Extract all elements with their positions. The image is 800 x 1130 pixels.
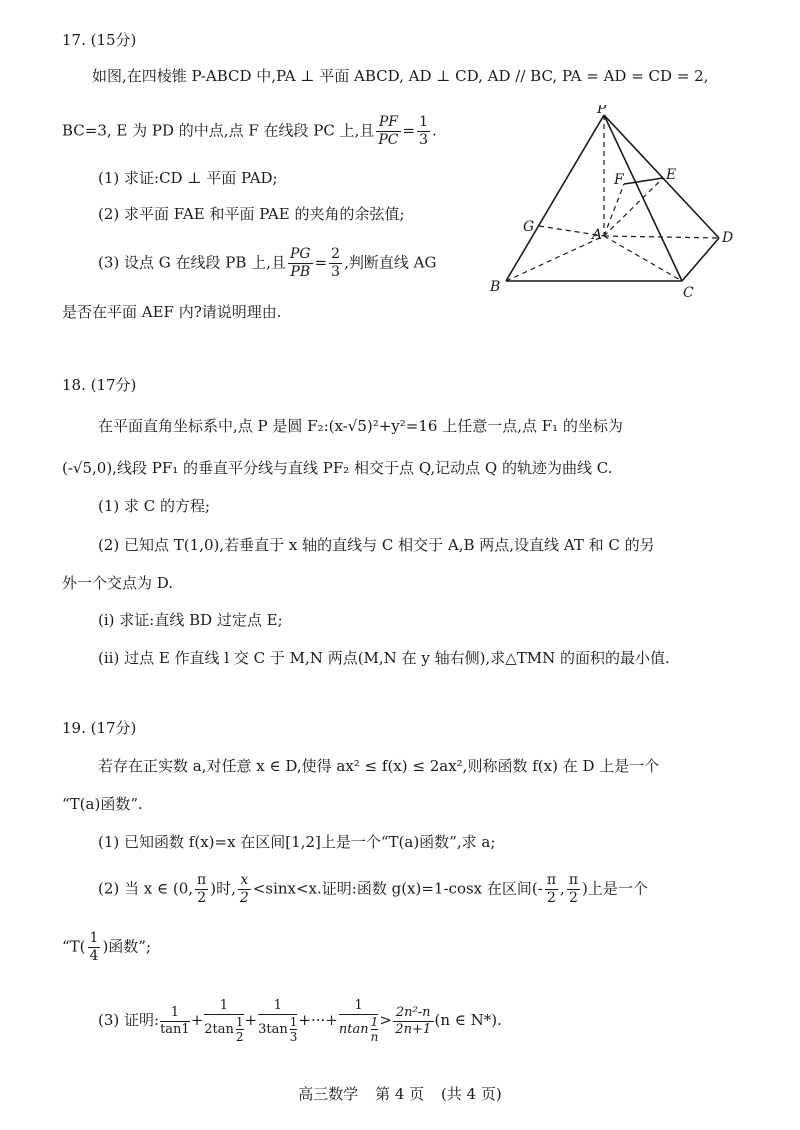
pyramid-figure: [486, 105, 746, 305]
problem-18-part2-line1: (2) 已知点 T(1,0),若垂直于 x 轴的直线与 C 相交于 A,B 两点,设直线 AT 和 C 的另: [98, 536, 655, 554]
fraction-pi-over-2: $\frac{\pi}{2}$: [197, 872, 207, 906]
problem-17-stem-line2: BC=3, E 为 PD 的中点,点 F 在线段 PC 上,且 $\frac{PF}{PC}$ = $\frac{1}{3}$ .: [62, 114, 437, 148]
problem-18-stem-line1: 在平面直角坐标系中,点 P 是圆 F₂:(x-√5)²+y²=16 上任意一点,点 F₁ 的坐标为: [98, 417, 623, 435]
label-d: D: [722, 230, 734, 246]
edge-ba-hidden: [506, 236, 604, 281]
fraction-one-quarter: $\frac{1}{4}$: [89, 930, 99, 964]
problem-17-part1: (1) 求证:CD ⊥ 平面 PAD;: [98, 169, 278, 187]
problem-19-stem-line2: “T(a)函数”.: [62, 795, 143, 813]
sum-term-1: $\frac{1}{\tan 1}$: [160, 1004, 190, 1037]
rhs-fraction: $\frac{\text{2n²-n}}{2n+1}$: [393, 1005, 434, 1038]
fraction-pg-pb: $\frac{PG}{PB}$: [289, 246, 311, 280]
problem-19-part2: (2) 当 x ∈ (0, $\frac{\pi}{2}$ )时, $\frac{x}{2}$ <sinx<x.证明:函数 g(x)=1-cosx 在区间(- $\frac{\pi}{2}$ , $\frac{\pi}{2}$ )上是一个: [98, 872, 648, 906]
label-p: P: [597, 105, 607, 117]
problem-18-number: 18. (17分): [62, 376, 137, 394]
footer-page: 第 4 页: [375, 1085, 425, 1103]
label-g: G: [523, 219, 535, 235]
sum-term-2: 1 2tan $\frac{1}{2}$: [204, 998, 244, 1044]
edge-cd: [682, 238, 719, 281]
page-footer: [0, 1083, 800, 1104]
segment-ae-hidden: [604, 178, 663, 236]
problem-19-number: 19. (17分): [62, 719, 137, 737]
problem-18-part2-line2: 外一个交点为 D.: [62, 574, 174, 592]
sum-term-n: 1 ntan $\frac{1}{n}$: [338, 998, 379, 1044]
stem-text: BC=3, E 为 PD 的中点,点 F 在线段 PC 上,且: [62, 121, 375, 140]
label-c: C: [683, 285, 694, 301]
fraction-two-thirds: $\frac{2}{3}$: [331, 246, 341, 280]
problem-18-part1: (1) 求 C 的方程;: [98, 497, 211, 515]
label-f: F: [614, 172, 624, 188]
problem-17-part2: (2) 求平面 FAE 和平面 PAE 的夹角的余弦值;: [98, 205, 405, 223]
problem-17-stem-line1: 如图,在四棱锥 P-ABCD 中,PA ⊥ 平面 ABCD, AD ⊥ CD, AD // BC, PA = AD = CD = 2,: [92, 67, 709, 85]
problem-17-part3: (3) 设点 G 在线段 PB 上,且 $\frac{PG}{PB}$ = $\frac{2}{3}$ ,判断直线 AG: [98, 246, 437, 280]
edge-ac-hidden: [604, 236, 682, 281]
problem-19-stem-line1: 若存在正实数 a,对任意 x ∈ D,使得 ax² ≤ f(x) ≤ 2ax²,则称函数 f(x) 在 D 上是一个: [98, 757, 660, 775]
label-e: E: [666, 167, 677, 183]
footer-total: (共 4 页): [440, 1085, 502, 1103]
segment-af-hidden: [604, 184, 624, 236]
fraction-one-third: $\frac{1}{3}$: [419, 114, 429, 148]
fraction-pi-over-2-right: $\frac{\pi}{2}$: [568, 872, 579, 906]
footer-subject: 高三数学: [298, 1085, 359, 1103]
problem-19-part2-line2: “T( $\frac{1}{4}$ )函数”;: [62, 930, 152, 964]
fraction-pf-pc: $\frac{PF}{PC}$: [378, 114, 399, 148]
problem-19-part1: (1) 已知函数 f(x)=x 在区间[1,2]上是一个“T(a)函数”,求 a;: [98, 833, 496, 851]
problem-18-stem-line2: (-√5,0),线段 PF₁ 的垂直平分线与直线 PF₂ 相交于点 Q,记动点 Q 的轨迹为曲线 C.: [62, 459, 613, 477]
fraction-x-over-2: $\frac{x}{2}$: [239, 872, 249, 906]
sum-term-3: 1 3tan $\frac{1}{3}$: [258, 998, 298, 1044]
label-b: B: [490, 279, 501, 295]
fraction-pi-over-2-left: $\frac{\pi}{2}$: [546, 872, 557, 906]
label-a: A: [592, 227, 603, 243]
problem-17-part3-line2: 是否在平面 AEF 内?请说明理由.: [62, 303, 282, 321]
pyramid-diagram: [486, 105, 746, 305]
problem-17-number: 17. (15分): [62, 31, 137, 49]
edge-pb: [506, 115, 604, 281]
problem-18-part2-i: (i) 求证:直线 BD 过定点 E;: [98, 611, 283, 629]
problem-18-part2-ii: (ii) 过点 E 作直线 l 交 C 于 M,N 两点(M,N 在 y 轴右侧),求△TMN 的面积的最小值.: [98, 649, 670, 667]
problem-19-part3: (3) 证明: $\frac{1}{\tan 1}$ + 1 2tan $\frac{1}{2}$ + 1 3tan $\frac{1}{3}$ +···+ 1 ntan $\frac{1}{n}$ > $\frac{\text{2n²-n}}{2n+1}$ (n ∈ N*).: [98, 998, 502, 1044]
